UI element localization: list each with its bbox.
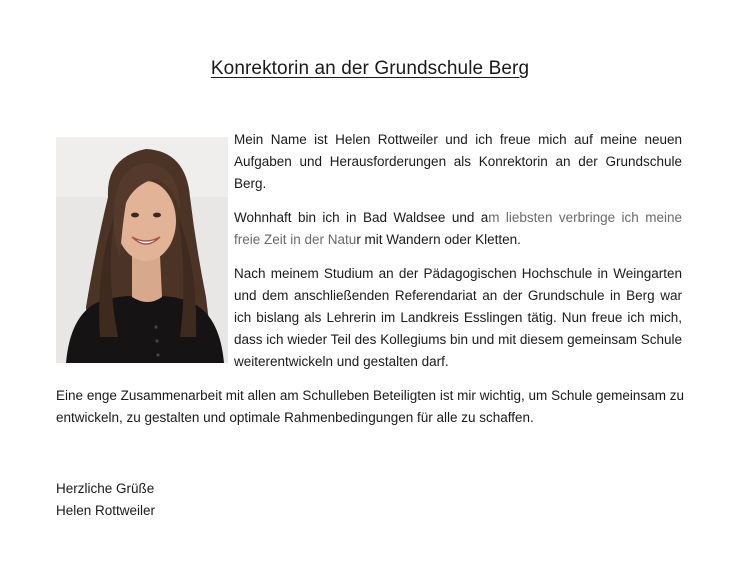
portrait-illustration <box>56 137 228 363</box>
signature: Helen Rottweiler <box>56 503 156 518</box>
portrait-photo <box>56 137 228 363</box>
closing-block <box>56 478 155 522</box>
residence-text-start: Wohnhaft bin ich in Bad Waldsee und a <box>234 210 489 225</box>
residence-text-highlight: m liebsten verbringe ich meine freie Zeit in der Natu <box>234 210 682 247</box>
career-paragraph: Nach meinem Studium an der Pädagogischen Hochschule in Weingarten und dem anschließenden Referendariat an der Grundschule in Berg war ich bislang als Lehrerin im Landkreis Esslingen tätig. Nun freue ich mich, dass ich wieder Teil des Kollegiums bin und mit diesem gemeinsam Schule weiterentwickeln und gestalten darf. <box>234 266 682 369</box>
residence-paragraph <box>234 207 682 251</box>
page-title: Konrektorin an der Grundschule Berg <box>210 58 530 79</box>
residence-text-end: r mit Wandern oder Kletten. <box>356 232 521 247</box>
collaboration-paragraph: Eine enge Zusammenarbeit mit allen am Schulleben Beteiligten ist mir wichtig, um Schule gemeinsam zu entwickeln, zu gestalten und optimale Rahmenbedingungen für alle zu schaffen. <box>56 388 684 425</box>
intro-paragraph: Mein Name ist Helen Rottweiler und ich freue mich auf meine neuen Aufgaben und Herausforderungen als Konrektorin an der Grundschule Berg. <box>234 132 682 191</box>
greeting: Herzliche Grüße <box>56 481 155 496</box>
